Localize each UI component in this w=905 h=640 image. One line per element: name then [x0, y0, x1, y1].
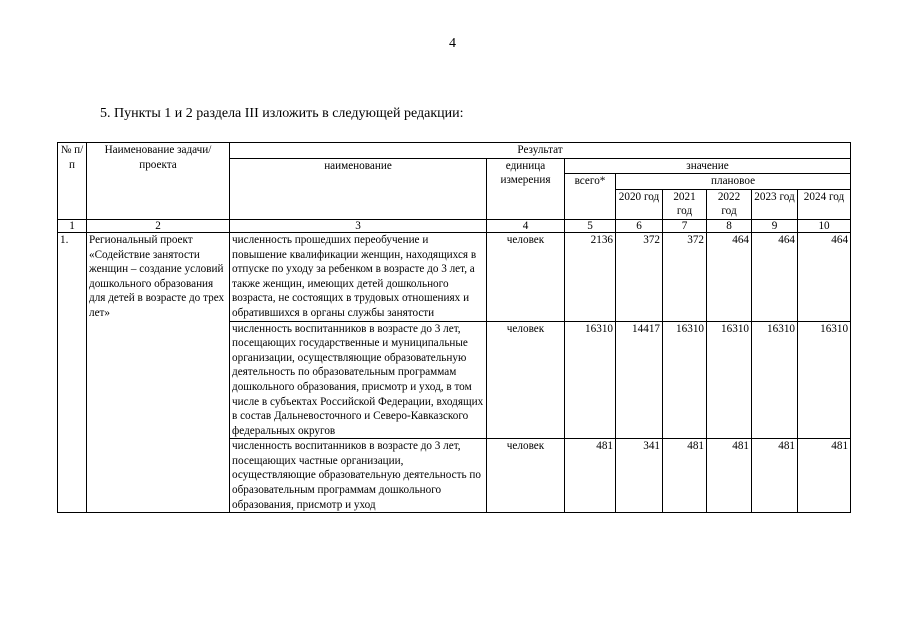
column-number: 1	[58, 219, 87, 232]
header-task: Наименование задачи/проекта	[87, 143, 230, 220]
header-num: № п/п	[58, 143, 87, 220]
row-number: 1.	[58, 232, 87, 512]
indicator-value: 16310	[798, 321, 851, 439]
column-number: 2	[87, 219, 230, 232]
column-number: 10	[798, 219, 851, 232]
indicator-value: 464	[798, 232, 851, 321]
indicator-value: 481	[798, 439, 851, 513]
page-number: 4	[449, 36, 456, 51]
table-row	[58, 232, 851, 321]
header-year: 2020 год	[616, 189, 663, 219]
column-number-row	[58, 219, 851, 232]
header-year: 2023 год	[752, 189, 798, 219]
intro-text: 5. Пункты 1 и 2 раздела III изложить в следующей редакции:	[100, 106, 464, 121]
header-year: 2021 год	[663, 189, 707, 219]
indicator-total: 481	[565, 439, 616, 513]
header-name: наименование	[230, 158, 487, 219]
indicator-name: численность воспитанников в возрасте до 3 лет, посещающих частные организации, осуществляющие образовательную деятельность по образовательным программам дошкольного образования, присмотр и уход	[230, 439, 487, 513]
column-number: 3	[230, 219, 487, 232]
indicator-value: 14417	[616, 321, 663, 439]
results-table	[57, 142, 851, 513]
indicator-value: 372	[616, 232, 663, 321]
indicator-total: 16310	[565, 321, 616, 439]
indicator-value: 16310	[663, 321, 707, 439]
indicator-value: 481	[663, 439, 707, 513]
header-unit: единица измерения	[487, 158, 565, 219]
header-row-1	[58, 143, 851, 159]
indicator-unit: человек	[487, 321, 565, 439]
indicator-value: 481	[752, 439, 798, 513]
header-result: Результат	[230, 143, 851, 159]
indicator-total: 2136	[565, 232, 616, 321]
indicator-value: 16310	[707, 321, 752, 439]
task-name: Региональный проект «Содействие занятости женщин – создание условий дошкольного образования для детей в возрасте до трех лет»	[87, 232, 230, 512]
column-number: 6	[616, 219, 663, 232]
column-number: 9	[752, 219, 798, 232]
indicator-unit: человек	[487, 439, 565, 513]
header-year: 2022 год	[707, 189, 752, 219]
column-number: 7	[663, 219, 707, 232]
header-value: значение	[565, 158, 851, 174]
column-number: 8	[707, 219, 752, 232]
indicator-name: численность прошедших переобучение и повышение квалификации женщин, находящихся в отпуске по уходу за ребенком в возрасте до 3 лет, а также женщин, имеющих детей дошкольного возраста, не состоящих в трудовых отношениях и обратившихся в органы службы занятости	[230, 232, 487, 321]
indicator-value: 464	[707, 232, 752, 321]
indicator-value: 372	[663, 232, 707, 321]
indicator-value: 16310	[752, 321, 798, 439]
indicator-value: 464	[752, 232, 798, 321]
column-number: 5	[565, 219, 616, 232]
indicator-value: 481	[707, 439, 752, 513]
indicator-value: 341	[616, 439, 663, 513]
header-year: 2024 год	[798, 189, 851, 219]
header-total: всего*	[565, 174, 616, 220]
header-planned: плановое	[616, 174, 851, 190]
column-number: 4	[487, 219, 565, 232]
indicator-unit: человек	[487, 232, 565, 321]
indicator-name: численность воспитанников в возрасте до 3 лет, посещающих государственные и муниципальные организации, осуществляющие образовательную деятельность по образовательным программам дошкольного образования, присмотр и уход, в том числе в субъектах Российской Федерации, входящих в состав Дальневосточного и Северо-Кавказского федеральных округов	[230, 321, 487, 439]
